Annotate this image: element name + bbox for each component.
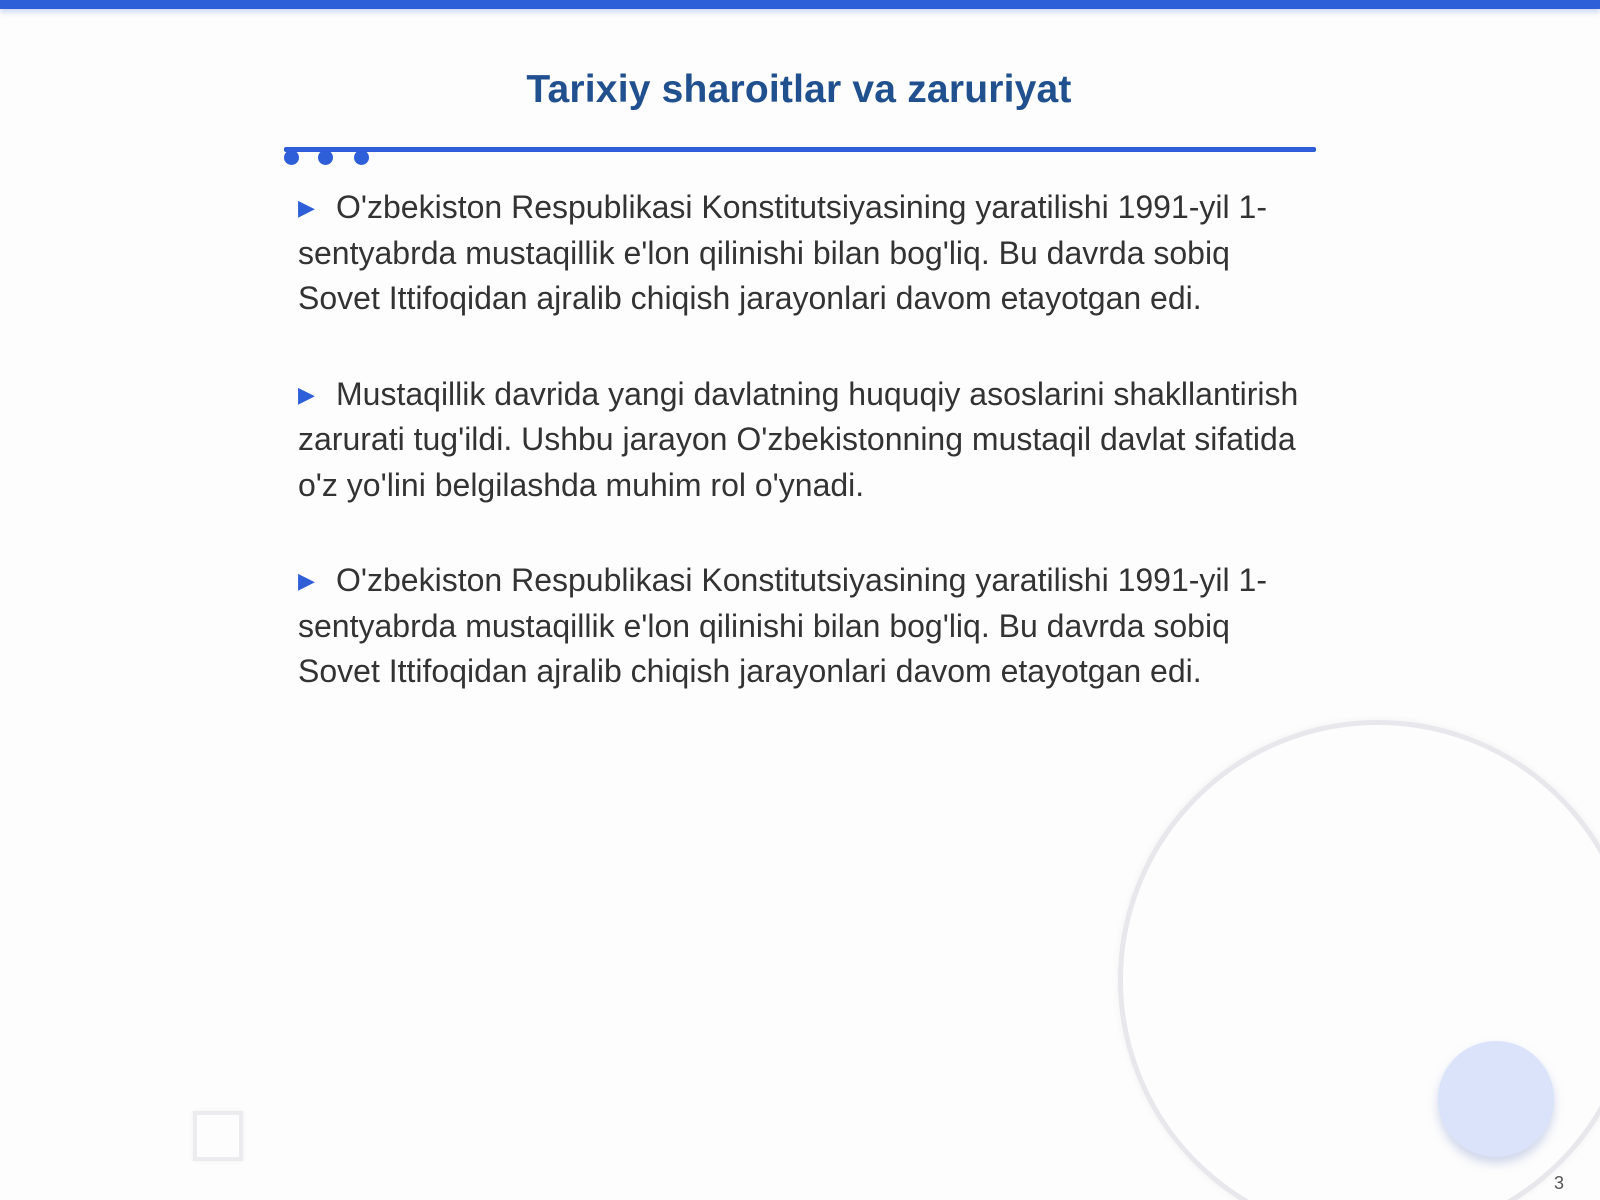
bullet-text: Mustaqillik davrida yangi davlatning huquqiy asoslarini shakllantirish zarurati tug'ildi. Ushbu jarayon O'zbekistonning mustaqil davlat sifatida o'z yo'lini belgilashda muhim rol o'ynadi. [298, 375, 1299, 503]
triangle-bullet-icon: ▶ [298, 568, 315, 593]
title-divider [284, 147, 1316, 152]
top-accent-bar [0, 0, 1600, 9]
bullet-item [298, 372, 1318, 509]
divider-dot [284, 150, 299, 165]
divider-dot [354, 150, 369, 165]
bullet-item [298, 558, 1318, 695]
bullet-list [298, 185, 1318, 745]
divider-dot [318, 150, 333, 165]
triangle-bullet-icon: ▶ [298, 195, 315, 220]
page-number: 3 [1553, 1173, 1564, 1193]
slide-title: Tarixiy sharoitlar va zaruriyat [526, 68, 1072, 111]
bullet-text: O'zbekiston Respublikasi Konstitutsiyasining yaratilishi 1991-yil 1-sentyabrda mustaqillik e'lon qilinishi bilan bog'liq. Bu davrda sobiq Sovet Ittifoqidan ajralib chiqish jarayonlari davom etayotgan edi. [298, 562, 1267, 689]
decorative-circle [1438, 1041, 1554, 1157]
decorative-square [193, 1111, 243, 1161]
triangle-bullet-icon: ▶ [298, 381, 315, 407]
bullet-item [298, 185, 1318, 322]
bullet-text: O'zbekiston Respublikasi Konstitutsiyasining yaratilishi 1991-yil 1-sentyabrda mustaqillik e'lon qilinishi bilan bog'liq. Bu davrda sobiq Sovet Ittifoqidan ajralib chiqish jarayonlari davom etayotgan edi. [298, 189, 1267, 316]
